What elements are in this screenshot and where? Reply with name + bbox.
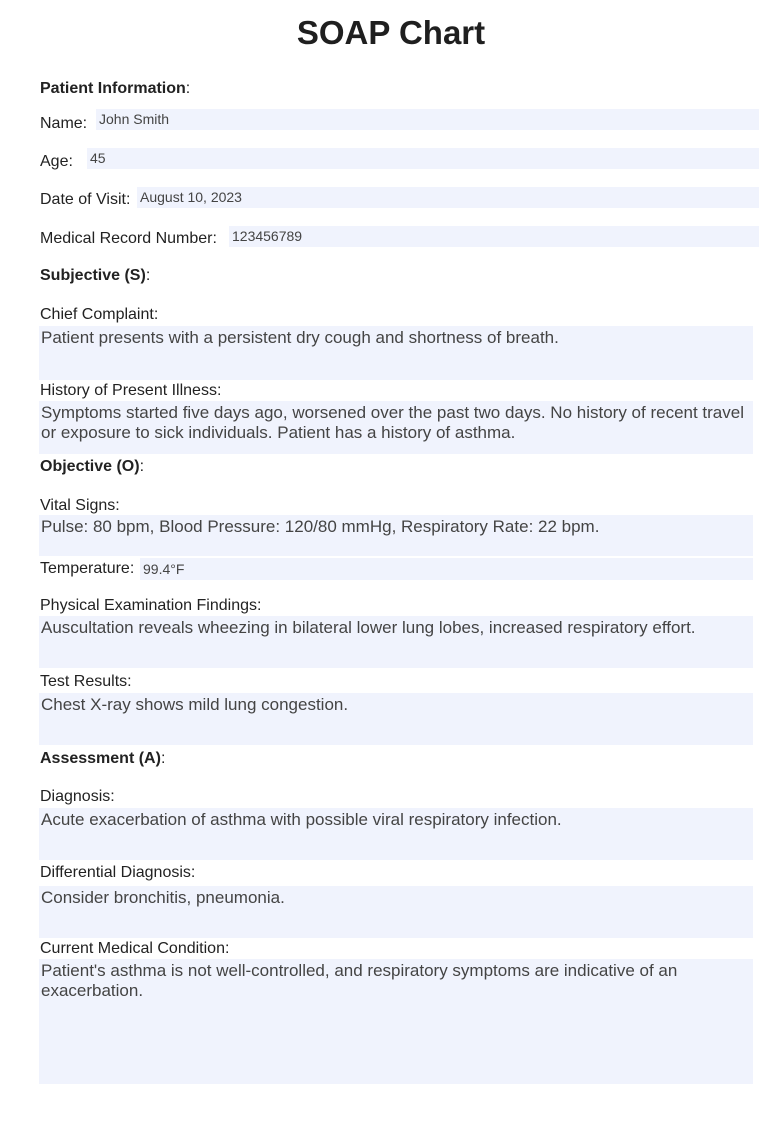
name-field[interactable]: John Smith (96, 109, 759, 130)
vital-signs-label: Vital Signs: (40, 497, 120, 514)
patient-information-heading (40, 80, 190, 98)
diagnosis-label: Diagnosis: (40, 788, 115, 805)
section-heading-text: Patient Information (40, 80, 186, 97)
age-field[interactable]: 45 (87, 148, 759, 169)
test-results-label: Test Results: (40, 673, 132, 690)
current-medical-condition-field[interactable]: Patient's asthma is not well-controlled, and respiratory symptoms are indicative of an exacerbation. (39, 959, 753, 1084)
page-title: SOAP Chart (296, 14, 486, 51)
assessment-heading (40, 750, 165, 768)
diagnosis-field[interactable]: Acute exacerbation of asthma with possible viral respiratory infection. (39, 808, 753, 860)
section-heading-text: Subjective (S) (40, 267, 146, 284)
date-of-visit-label: Date of Visit: (40, 191, 131, 208)
heading-colon: : (160, 750, 166, 767)
section-heading-text: Objective (O) (40, 458, 140, 475)
differential-diagnosis-field[interactable]: Consider bronchitis, pneumonia. (39, 886, 753, 938)
history-of-present-illness-label: History of Present Illness: (40, 382, 222, 399)
heading-colon: : (185, 80, 191, 97)
temperature-label: Temperature: (40, 560, 135, 577)
test-results-field[interactable]: Chest X-ray shows mild lung congestion. (39, 693, 753, 745)
heading-colon: : (139, 458, 145, 475)
date-of-visit-field[interactable]: August 10, 2023 (137, 187, 759, 208)
name-label: Name: (40, 115, 88, 132)
vital-signs-field[interactable]: Pulse: 80 bpm, Blood Pressure: 120/80 mmHg, Respiratory Rate: 22 bpm. (39, 515, 753, 556)
subjective-heading (40, 267, 150, 285)
physical-examination-findings-label: Physical Examination Findings: (40, 597, 262, 614)
heading-colon: : (145, 267, 151, 284)
current-medical-condition-label: Current Medical Condition: (40, 940, 230, 957)
physical-examination-findings-field[interactable]: Auscultation reveals wheezing in bilateral lower lung lobes, increased respiratory effort. (39, 616, 753, 668)
section-heading-text: Assessment (A) (40, 750, 161, 767)
medical-record-number-field[interactable]: 123456789 (229, 226, 759, 247)
history-of-present-illness-field[interactable]: Symptoms started five days ago, worsened over the past two days. No history of recent travel or exposure to sick individuals. Patient has a history of asthma. (39, 401, 753, 454)
objective-heading (40, 458, 144, 476)
chief-complaint-label: Chief Complaint: (40, 306, 159, 323)
medical-record-number-label: Medical Record Number: (40, 230, 217, 247)
age-label: Age: (40, 153, 73, 170)
temperature-field[interactable]: 99.4°F (140, 558, 753, 580)
differential-diagnosis-label: Differential Diagnosis: (40, 864, 196, 881)
chief-complaint-field[interactable]: Patient presents with a persistent dry cough and shortness of breath. (39, 326, 753, 380)
